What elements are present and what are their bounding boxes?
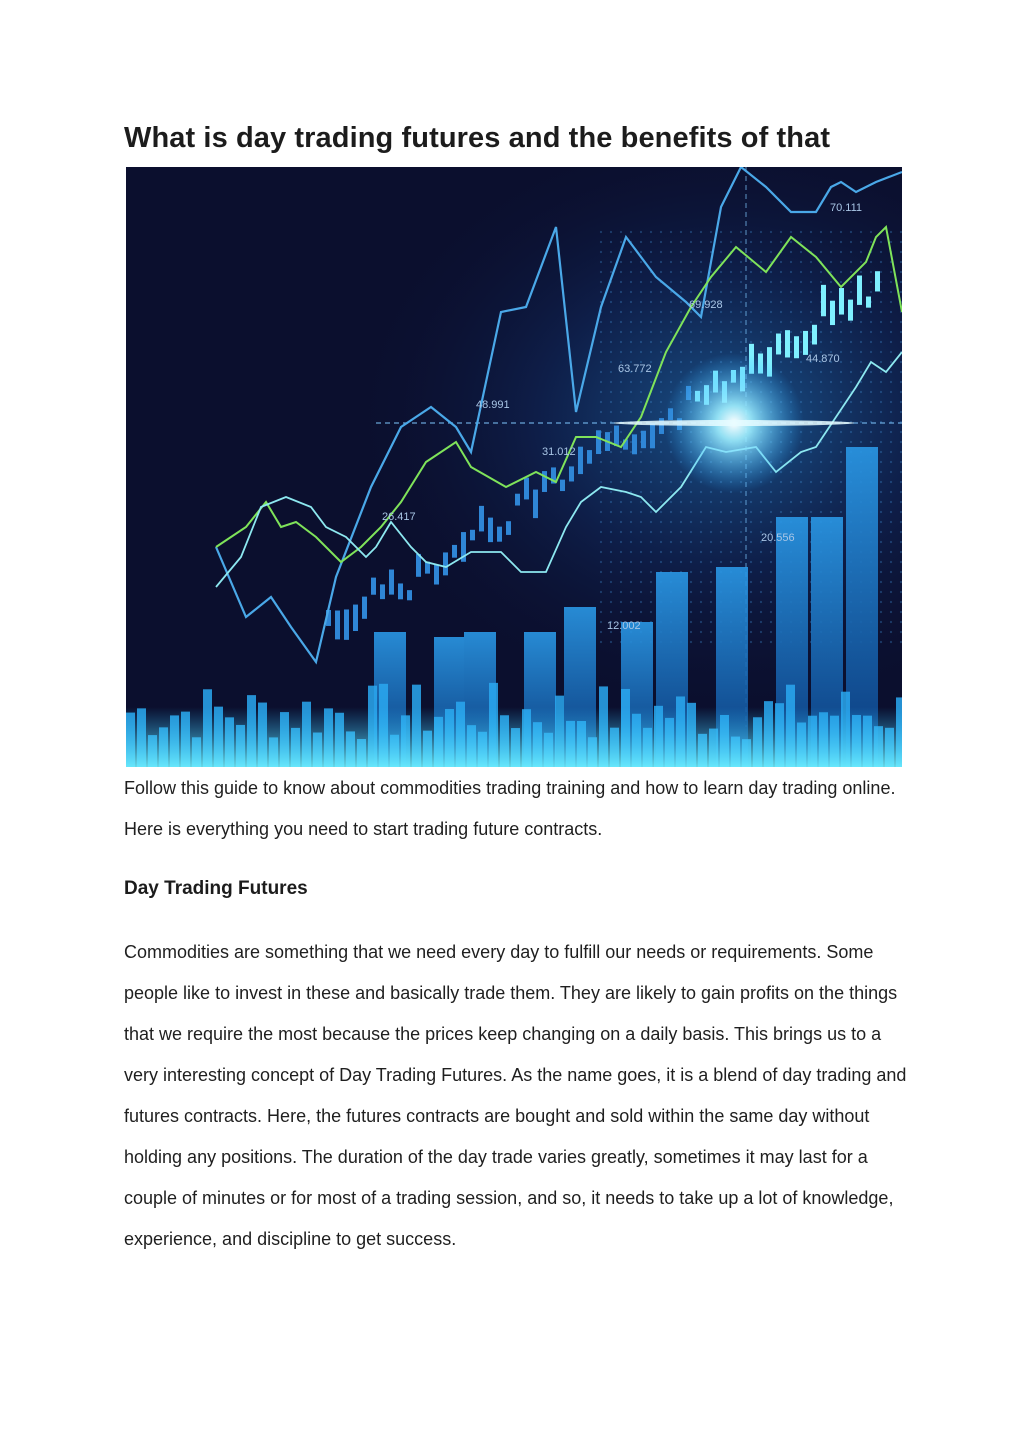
candlestick	[650, 423, 655, 449]
price-label: 31.012	[542, 446, 576, 458]
candlestick	[515, 494, 520, 506]
candlestick	[866, 297, 871, 308]
candlestick	[659, 418, 664, 434]
candlestick	[380, 584, 385, 599]
candlestick	[578, 447, 583, 474]
page-title: What is day trading futures and the benefits of that	[124, 122, 831, 154]
candlestick	[542, 471, 547, 492]
candlestick	[587, 450, 592, 464]
price-label: 44.870	[806, 353, 840, 365]
price-label: 70.111	[830, 202, 863, 214]
lens-flare-streak	[614, 420, 854, 426]
trading-chart-illustration	[126, 167, 902, 767]
candlestick	[614, 426, 619, 447]
price-label: 26.417	[382, 511, 416, 523]
price-label: 69.928	[689, 299, 723, 311]
candlestick	[407, 590, 412, 600]
candlestick	[533, 490, 538, 519]
candlestick	[362, 597, 367, 619]
candlestick	[506, 521, 511, 535]
candlestick	[785, 330, 790, 357]
candlestick	[812, 325, 817, 345]
candlestick	[497, 527, 502, 542]
candlestick	[488, 518, 493, 543]
candlestick	[560, 480, 565, 491]
price-label: 48.991	[476, 399, 510, 411]
candlestick	[452, 545, 457, 558]
section-heading: Day Trading Futures	[124, 878, 308, 899]
candlestick	[794, 336, 799, 358]
candlestick	[389, 570, 394, 595]
candlestick	[776, 334, 781, 355]
candlestick	[335, 611, 340, 640]
candlestick	[821, 285, 826, 316]
candlestick	[353, 605, 358, 631]
hero-image	[126, 167, 902, 767]
price-label: 20.556	[761, 532, 795, 544]
body-paragraph: Commodities are something that we need every day to fulfill our needs or requirements. Some people like to invest in these and basically trade them. They are likely to gain profits on the things that we require the most because the prices keep changing on a daily basis. This brings us to a very interesting concept of Day Trading Futures. As the name goes, it is a blend of day trading and futures contracts. Here, the futures contracts are bought and sold within the same day without holding any positions. The duration of the day trade varies greatly, sometimes it may last for a couple of minutes or for most of a trading session, and so, it needs to take up a lot of knowledge, experience, and discipline to get success.	[124, 942, 907, 1249]
price-label: 63.772	[618, 363, 652, 375]
candlestick	[596, 430, 601, 454]
candlestick	[632, 434, 637, 454]
candlestick	[524, 478, 529, 500]
candlestick	[857, 276, 862, 305]
candlestick	[434, 564, 439, 584]
candlestick	[830, 301, 835, 325]
candlestick	[641, 431, 646, 448]
intro-paragraph: Follow this guide to know about commodities trading training and how to learn day trading online. Here is everything you need to start trading future contracts.	[124, 778, 896, 839]
candlestick	[371, 578, 376, 595]
price-label: 12.002	[607, 620, 641, 632]
candlestick	[344, 609, 349, 639]
candlestick	[398, 583, 403, 599]
candlestick	[443, 552, 448, 575]
candlestick	[569, 466, 574, 481]
candlestick	[479, 506, 484, 532]
candlestick	[803, 331, 808, 355]
candlestick	[848, 300, 853, 321]
candlestick	[875, 271, 880, 291]
candlestick	[839, 288, 844, 315]
candlestick	[470, 530, 475, 541]
floor-glow	[126, 707, 902, 767]
